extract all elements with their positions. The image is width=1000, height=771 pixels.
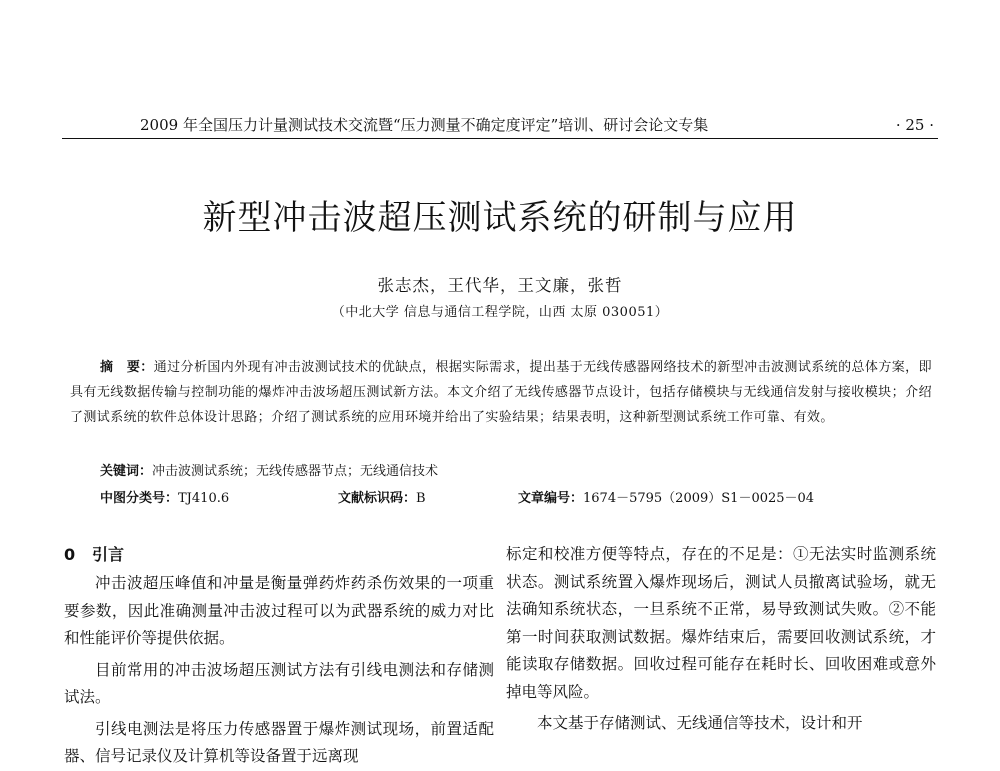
author-list: 张志杰，王代华，王文廉，张哲 [377,276,623,295]
paragraph: 冲击波超压峰值和冲量是衡量弹药炸药杀伤效果的一项重要参数，因此准确测量冲击波过程可以为武器系统的威力对比和性能评价等提供依据。 [64,574,494,647]
left-column [64,541,494,771]
doc-value: B [416,491,426,506]
paragraph: 本文基于存储测试、无线通信等技术，设计和开 [537,714,863,732]
affiliation: （中北大学 信息与通信工程学院，山西 太原 030051） [331,305,669,320]
article-value: 1674－5795（2009）S1－0025－04 [583,491,815,506]
abstract [70,355,932,430]
section-title: 引言 [92,545,125,564]
running-header [62,112,938,139]
keywords-label: 关键词： [100,464,153,479]
document-code [338,488,426,510]
abstract-text: 通过分析国内外现有冲击波测试技术的优缺点，根据实际需求，提出基于无线传感器网络技术的新型冲击波测试系统的总体方案，即具有无线数据传输与控制功能的爆炸冲击波场超压测试新方法。本文介绍了无线传感器节点设计，包括存储模块与无线通信发射与接收模块；介绍了测试系统的软件总体设计思路；介绍了测试系统的应用环境并给出了实验结果；结果表明，这种新型测试系统工作可靠、有效。 [70,360,932,425]
clc-label: 中图分类号： [100,491,179,506]
article-number [518,488,814,510]
clc-value: TJ410.6 [178,491,230,506]
right-column [506,541,936,738]
paragraph: 目前常用的冲击波场超压测试方法有引线电测法和存储测试法。 [64,660,494,706]
paragraph: 标定和校准方便等特点，存在的不足是：①无法实时监测系统状态。测试系统置入爆炸现场后，测试人员撤离试验场，就无法确知系统状态，一旦系统不正常，易导致测试失败。②不能第一时间获取测试数据。爆炸结束后，需要回收测试系统，才能读取存储数据。回收过程可能存在耗时长、回收困难或意外掉电等风险。 [506,545,936,701]
doc-label: 文献标识码： [338,491,417,506]
classification-row [100,488,932,510]
clc-number [100,488,229,510]
keywords-text: 冲击波测试系统；无线传感器节点；无线通信技术 [152,464,439,479]
paper-title: 新型冲击波超压测试系统的研制与应用 [202,198,798,238]
section-heading [64,541,494,568]
journal-series-title: 2009 年全国压力计量测试技术交流暨“压力测量不确定度评定”培训、研讨会论文专集 [140,116,709,134]
paragraph: 引线电测法是将压力传感器置于爆炸测试现场，前置适配器、信号记录仪及计算机等设备置于远离现 [64,719,494,765]
abstract-label: 摘 要： [100,360,154,375]
section-number: 0 [64,545,76,564]
page-number: · 25 · [895,116,934,134]
keywords [100,461,932,483]
article-label: 文章编号： [518,491,584,506]
